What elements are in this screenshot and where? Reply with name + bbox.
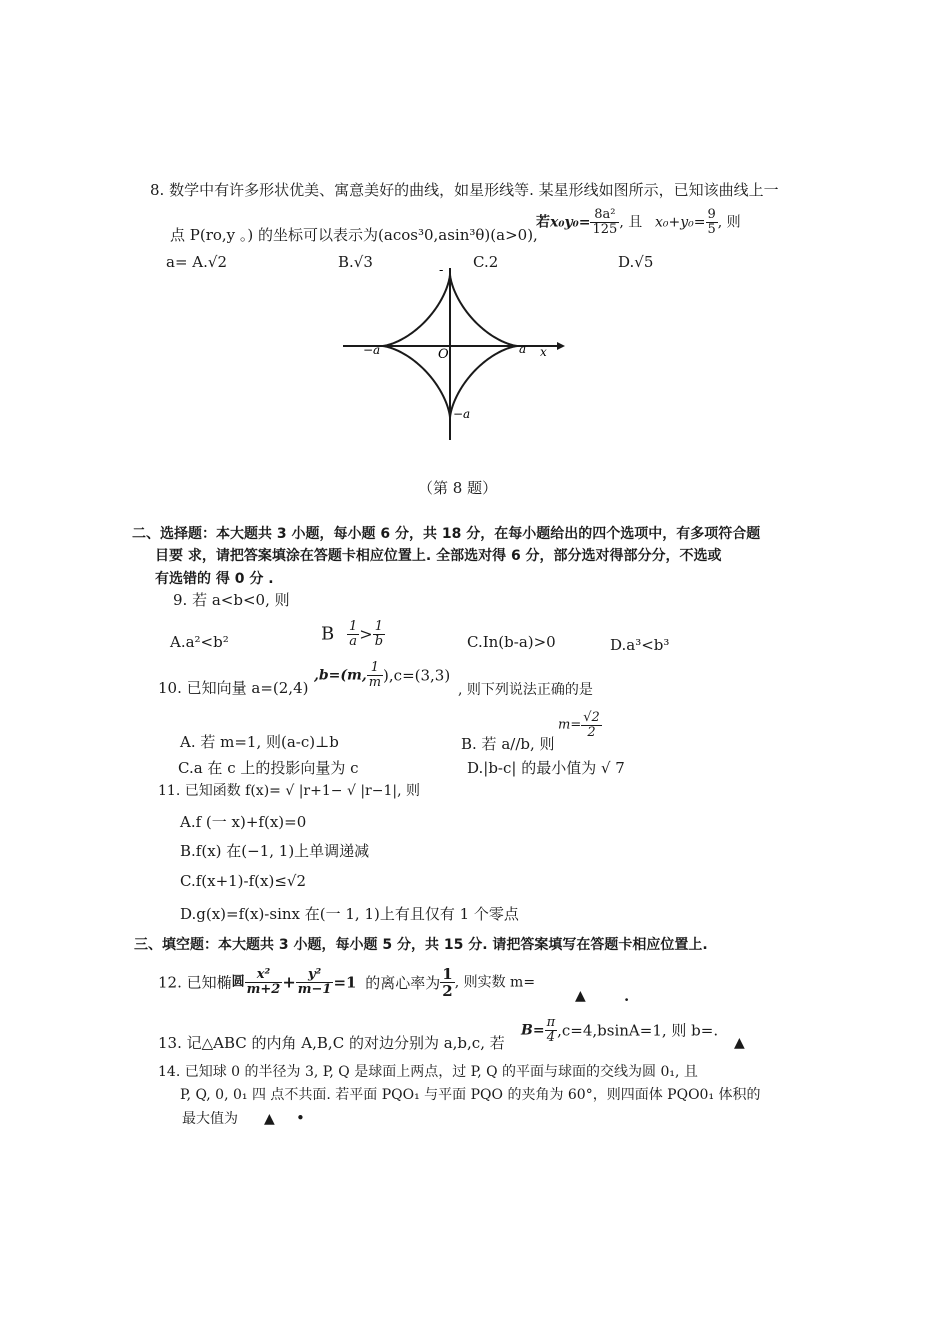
q11-option-d: D.g(x)=f(x)-sinx 在(一 1, 1)上有且仅有 1 个零点 [180,905,519,923]
q12-mid: 的离心率为 [365,973,441,992]
q10-stem-a: 10. 已知向量 a=(2,4) [158,679,309,697]
q9-option-d: D.a³<b³ [610,636,670,654]
q8-cond2-fraction [706,208,718,237]
q10-option-c: C.a 在 c 上的投影向量为 c [178,759,359,777]
q13-suffix: ,c=4,bsinA=1, 则 b=. [557,1021,719,1040]
q11-option-b: B.f(x) 在(−1, 1)上单调递减 [180,842,370,860]
q14-line2: P, Q, 0, 0₁ 四 点不共面. 若平面 PQO₁ 与平面 PQO 的夹角为 60°，则四面体 PQO0₁ 体积的 [180,1087,761,1103]
q14-dot: • [296,1109,305,1127]
q10-vector-b [314,661,450,690]
q12-suffix: , 则实数 m= [454,974,536,991]
q11-option-c: C.f(x+1)-f(x)≤√2 [180,872,306,890]
q12-yuan: 圆 [231,974,245,990]
q8-cond2-lhs: x₀+y₀= [655,214,706,231]
q8-option-c: C.2 [473,253,499,271]
q12-term1: $\frac{\text{x²}}{m+2}$ [246,967,281,997]
q10-b-suffix: ),c=(3,3) [383,666,451,685]
label-origin: O [438,347,449,362]
q12-eccentricity: $\frac{1}{2}$ [442,965,453,1000]
q13-answer-blank: ▲ [734,1035,745,1051]
q9-stem: 9. 若 a<b<0, 则 [173,591,290,609]
q8-option-d: D.√5 [618,253,654,271]
q8-cond1-num: 8a² [590,208,619,223]
q8-cond1-lhs: x₀y₀= [550,214,591,231]
q9-option-a: A.a²<b² [170,633,229,651]
q12-term2: $\frac{\text{y²}}{m-1}$ [297,967,332,997]
section2-line3: 有选错的 得 0 分 . [155,571,274,587]
q8-option-b: B.√3 [338,253,373,271]
q8-caption: （第 8 题） [418,479,498,497]
q9-option-b-left-fraction: $\frac{1}{a}$ [349,619,358,649]
q8-condition-1 [536,208,642,237]
label-left: −a [363,343,381,357]
q14-answer-blank: ▲ [264,1111,275,1127]
q11-stem: 11. 已知函数 f(x)= √ |r+1− √ |r−1|, 则 [158,783,420,799]
x-axis-arrow [557,342,565,350]
q10-option-b: B. 若 a//b, 则 [461,735,555,753]
q9-option-b-right-fraction: $\frac{1}{b}$ [374,619,384,649]
q12-stem [158,966,535,999]
q8-cond1-fraction [590,208,619,237]
q11-option-a: A.f (一 x)+f(x)=0 [180,813,307,831]
section2-line2: 目要 求，请把答案填涂在答题卡相应位置上. 全部选对得 6 分，部分选对得部分分，不选或 [155,548,722,564]
q8-cond2-den: 5 [707,222,716,237]
q10-option-d: D.|b-c| 的最小值为 √ 7 [467,759,625,777]
q12-eq: =1 [333,973,357,992]
section2-line1: 二、选择题：本大题共 3 小题，每小题 6 分，共 18 分，在每小题给出的四个选项中，有多项符合题 [132,526,761,542]
q8-option-a: a= A.√2 [166,253,227,271]
q10-b-fraction: $\frac{1}{m}$ [368,660,382,690]
q10-option-b-lhs: m= [558,717,582,733]
q10-option-b-fraction: $\frac{√2}{2}$ [583,710,600,740]
q9-option-b-op: > [359,624,373,644]
q8-line2: 点 P(ro,y 。) 的坐标可以表示为(acos³0,asin³θ)(a>0), [170,226,538,244]
q10-b-prefix: ,b=(m, [314,667,367,684]
q9-option-b [321,620,385,649]
label-bottom: −a [453,407,471,421]
q8-astroid-figure [335,262,575,462]
q8-cond1-prefix: 若 [536,214,550,231]
q8-cond2-num: 9 [707,207,716,222]
q10-option-a: A. 若 m=1, 则(a-c)⊥b [180,733,339,751]
label-right: a [519,342,527,356]
q8-cond2-suffix: , 则 [717,214,741,231]
q13-b-lhs: B= [521,1022,545,1039]
q12-prefix: 12. 已知椭 [158,973,232,992]
q8-cond1-den: 125 [592,222,618,237]
q8-line1: 8. 数学中有许多形状优美、寓意美好的曲线，如星形线等. 某星形线如图所示，已知该曲线上一 [150,181,779,199]
q13-prefix: 13. 记△ABC 的内角 A,B,C 的对边分别为 a,b,c, 若 [158,1034,505,1052]
q13-b-fraction: $\frac{\pi}{4}$ [546,1015,556,1045]
label-x: x [540,345,547,359]
q10-stem-b: , 则下列说法正确的是 [458,682,593,698]
q12-dot: . [624,987,630,1005]
q10-option-b-expr [558,711,602,740]
q8-cond1-suffix: , 且 [619,214,643,231]
q13-angle-b [521,1016,718,1045]
q9-option-c: C.In(b-a)>0 [467,633,556,651]
q12-plus: + [282,972,296,992]
q12-answer-blank: ▲ [575,988,586,1004]
q14-line1: 14. 已知球 0 的半径为 3, P, Q 是球面上两点，过 P, Q 的平面与球面的交线为圆 0₁, 且 [158,1064,698,1080]
section3-line1: 三、填空题：本大题共 3 小题，每小题 5 分，共 15 分. 请把答案填写在答题卡相应位置上. [134,937,708,953]
q8-condition-2 [655,208,741,237]
q14-line3: 最大值为 [182,1111,238,1127]
q9-option-b-letter: B [321,623,335,645]
label-top: - [439,263,444,278]
